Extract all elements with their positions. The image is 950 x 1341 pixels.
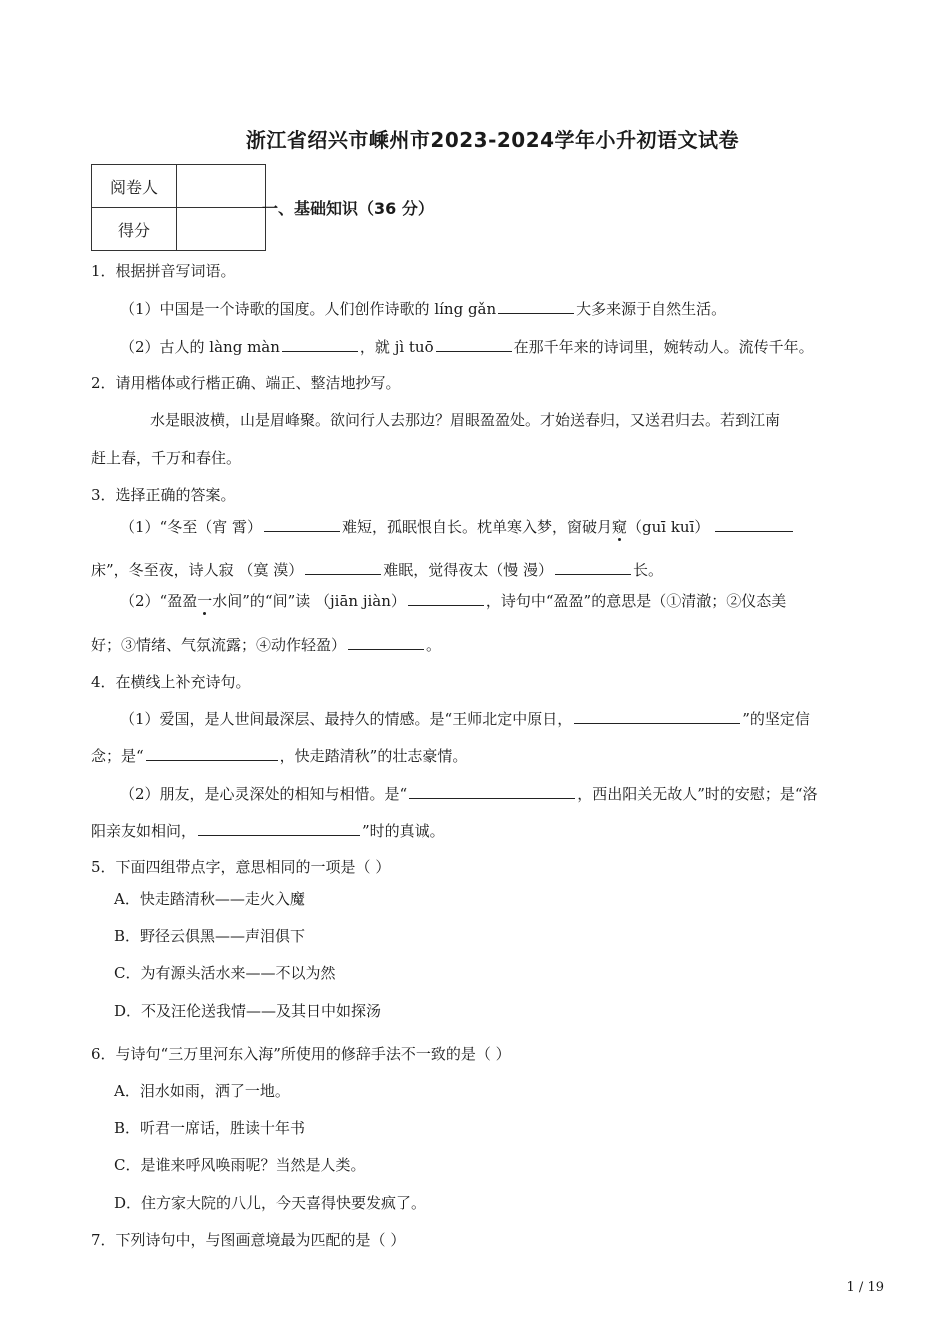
q1-p1-text: （1）中国是一个诗歌的国度。人们创作诗歌的 líng gǎn xyxy=(120,300,497,318)
q3-part2-line1 xyxy=(120,590,786,611)
q3-p1-pinyin: （guī kuī） xyxy=(627,518,710,536)
answer-blank[interactable] xyxy=(555,559,631,575)
q1-p1-tail: 大多来源于自然生活。 xyxy=(576,300,727,318)
q4-p2-text: （2）朋友，是心灵深处的相知与相惜。是“ xyxy=(120,785,408,803)
q5-option-a[interactable]: A．快走踏清秋——走火入魔 xyxy=(114,890,305,908)
q1-stem: 1．根据拼音写词语。 xyxy=(91,262,236,280)
reviewer-cell[interactable] xyxy=(177,165,266,208)
q6-option-a[interactable]: A．泪水如雨，洒了一地。 xyxy=(114,1082,290,1100)
score-cell[interactable] xyxy=(177,208,266,251)
q3-p2-reading: ”的“间”读 （jiān jiàn） xyxy=(242,592,406,610)
reviewer-label: 阅卷人 xyxy=(92,165,177,208)
q3-p1-mid: 难短，孤眠恨自长。枕单寒入梦，窗破月 xyxy=(341,518,612,536)
q4-p2-text2: 阳亲友如相问， xyxy=(91,822,197,840)
q1-p2-mid: ，就 jì tuō xyxy=(359,338,434,356)
answer-blank[interactable] xyxy=(574,708,740,724)
q3-stem: 3．选择正确的答案。 xyxy=(91,486,236,504)
q3-p2-tail: 。 xyxy=(426,636,442,654)
q4-p1-text2: 念；是“ xyxy=(91,747,144,765)
q6-option-d[interactable]: D．住方家大院的八儿，今天喜得快要发疯了。 xyxy=(114,1194,427,1212)
q3-p1-text3: 难眠，觉得夜太（慢 漫） xyxy=(383,561,553,579)
answer-blank[interactable] xyxy=(282,336,358,352)
q5-stem: 5．下面四组带点字，意思相同的一项是（ ） xyxy=(91,858,391,876)
answer-blank[interactable] xyxy=(198,820,360,836)
dotted-phrase: 盈盈一水间 xyxy=(167,592,243,610)
q4-p1-tail: ”的坚定信 xyxy=(742,710,810,728)
score-label: 得分 xyxy=(92,208,177,251)
q4-p1-text: （1）爱国，是人世间最深层、最持久的情感。是“王师北定中原日， xyxy=(120,710,573,728)
q6-option-c[interactable]: C．是谁来呼风唤雨呢？当然是人类。 xyxy=(114,1156,366,1174)
answer-blank[interactable] xyxy=(264,516,340,532)
grade-table xyxy=(91,164,266,251)
q6-stem: 6．与诗句“三万里河东入海”所使用的修辞手法不一致的是（ ） xyxy=(91,1045,511,1063)
q3-part1-line1 xyxy=(120,516,795,537)
q7-stem: 7．下列诗句中，与图画意境最为匹配的是（ ） xyxy=(91,1231,406,1249)
q2-stem: 2．请用楷体或行楷正确、端正、整洁地抄写。 xyxy=(91,374,401,392)
answer-blank[interactable] xyxy=(305,559,381,575)
q3-p2-choices: ，诗句中“盈盈”的意思是（①清澈；②仪态美 xyxy=(485,592,787,610)
q5-option-b[interactable]: B．野径云俱黑——声泪俱下 xyxy=(114,927,306,945)
q4-p1-tail2: ，快走踏清秋”的壮志豪情。 xyxy=(279,747,468,765)
q4-p2-tail2: ”时的真诚。 xyxy=(362,822,445,840)
q3-p2-choices2: 好；③情绪、气氛流露；④动作轻盈） xyxy=(91,636,347,654)
q3-part2-line2 xyxy=(91,634,441,655)
q4-part1-line2 xyxy=(91,745,467,766)
q1-p2-text: （2）古人的 làng màn xyxy=(120,338,280,356)
q2-poem-line1: 水是眼波横，山是眉峰聚。欲问行人去那边？眉眼盈盈处。才始送春归，又送君归去。若到江南 xyxy=(150,411,781,429)
q3-p1-text: （1）“冬至（宵 霄） xyxy=(120,518,262,536)
q3-p2-open: （2）“ xyxy=(120,592,168,610)
q3-p1-tail: 长。 xyxy=(633,561,664,579)
q4-p2-tail: ，西出阳关无故人”时的安慰；是“洛 xyxy=(577,785,818,803)
q1-part2 xyxy=(120,336,814,357)
q3-p1-text2: 床”，冬至夜，诗人寂 （寞 漠） xyxy=(91,561,304,579)
page-title: 浙江省绍兴市嵊州市2023-2024学年小升初语文试卷 xyxy=(245,128,740,152)
q4-part1-line1 xyxy=(120,708,810,729)
answer-blank[interactable] xyxy=(409,783,575,799)
q4-part2-line1 xyxy=(120,783,818,804)
q4-stem: 4．在横线上补充诗句。 xyxy=(91,673,251,691)
answer-blank[interactable] xyxy=(715,516,793,532)
q1-part1 xyxy=(120,298,726,319)
page-number: 1 / 19 xyxy=(846,1280,884,1295)
answer-blank[interactable] xyxy=(436,336,512,352)
q5-option-c[interactable]: C．为有源头活水来——不以为然 xyxy=(114,964,336,982)
q3-part1-line2 xyxy=(91,559,663,580)
section-heading: 一、基础知识（36 分） xyxy=(262,199,434,218)
q5-option-d[interactable]: D．不及汪伦送我情——及其日中如探汤 xyxy=(114,1002,382,1020)
answer-blank[interactable] xyxy=(408,590,484,606)
q4-part2-line2 xyxy=(91,820,445,841)
answer-blank[interactable] xyxy=(146,745,278,761)
answer-blank[interactable] xyxy=(498,298,574,314)
q6-option-b[interactable]: B．听君一席话，胜读十年书 xyxy=(114,1119,306,1137)
q1-p2-tail: 在那千年来的诗词里，婉转动人。流传千年。 xyxy=(513,338,814,356)
answer-blank[interactable] xyxy=(348,634,424,650)
dotted-char: 窥 xyxy=(612,518,628,536)
q2-poem-line2: 赶上春，千万和春住。 xyxy=(91,449,242,467)
